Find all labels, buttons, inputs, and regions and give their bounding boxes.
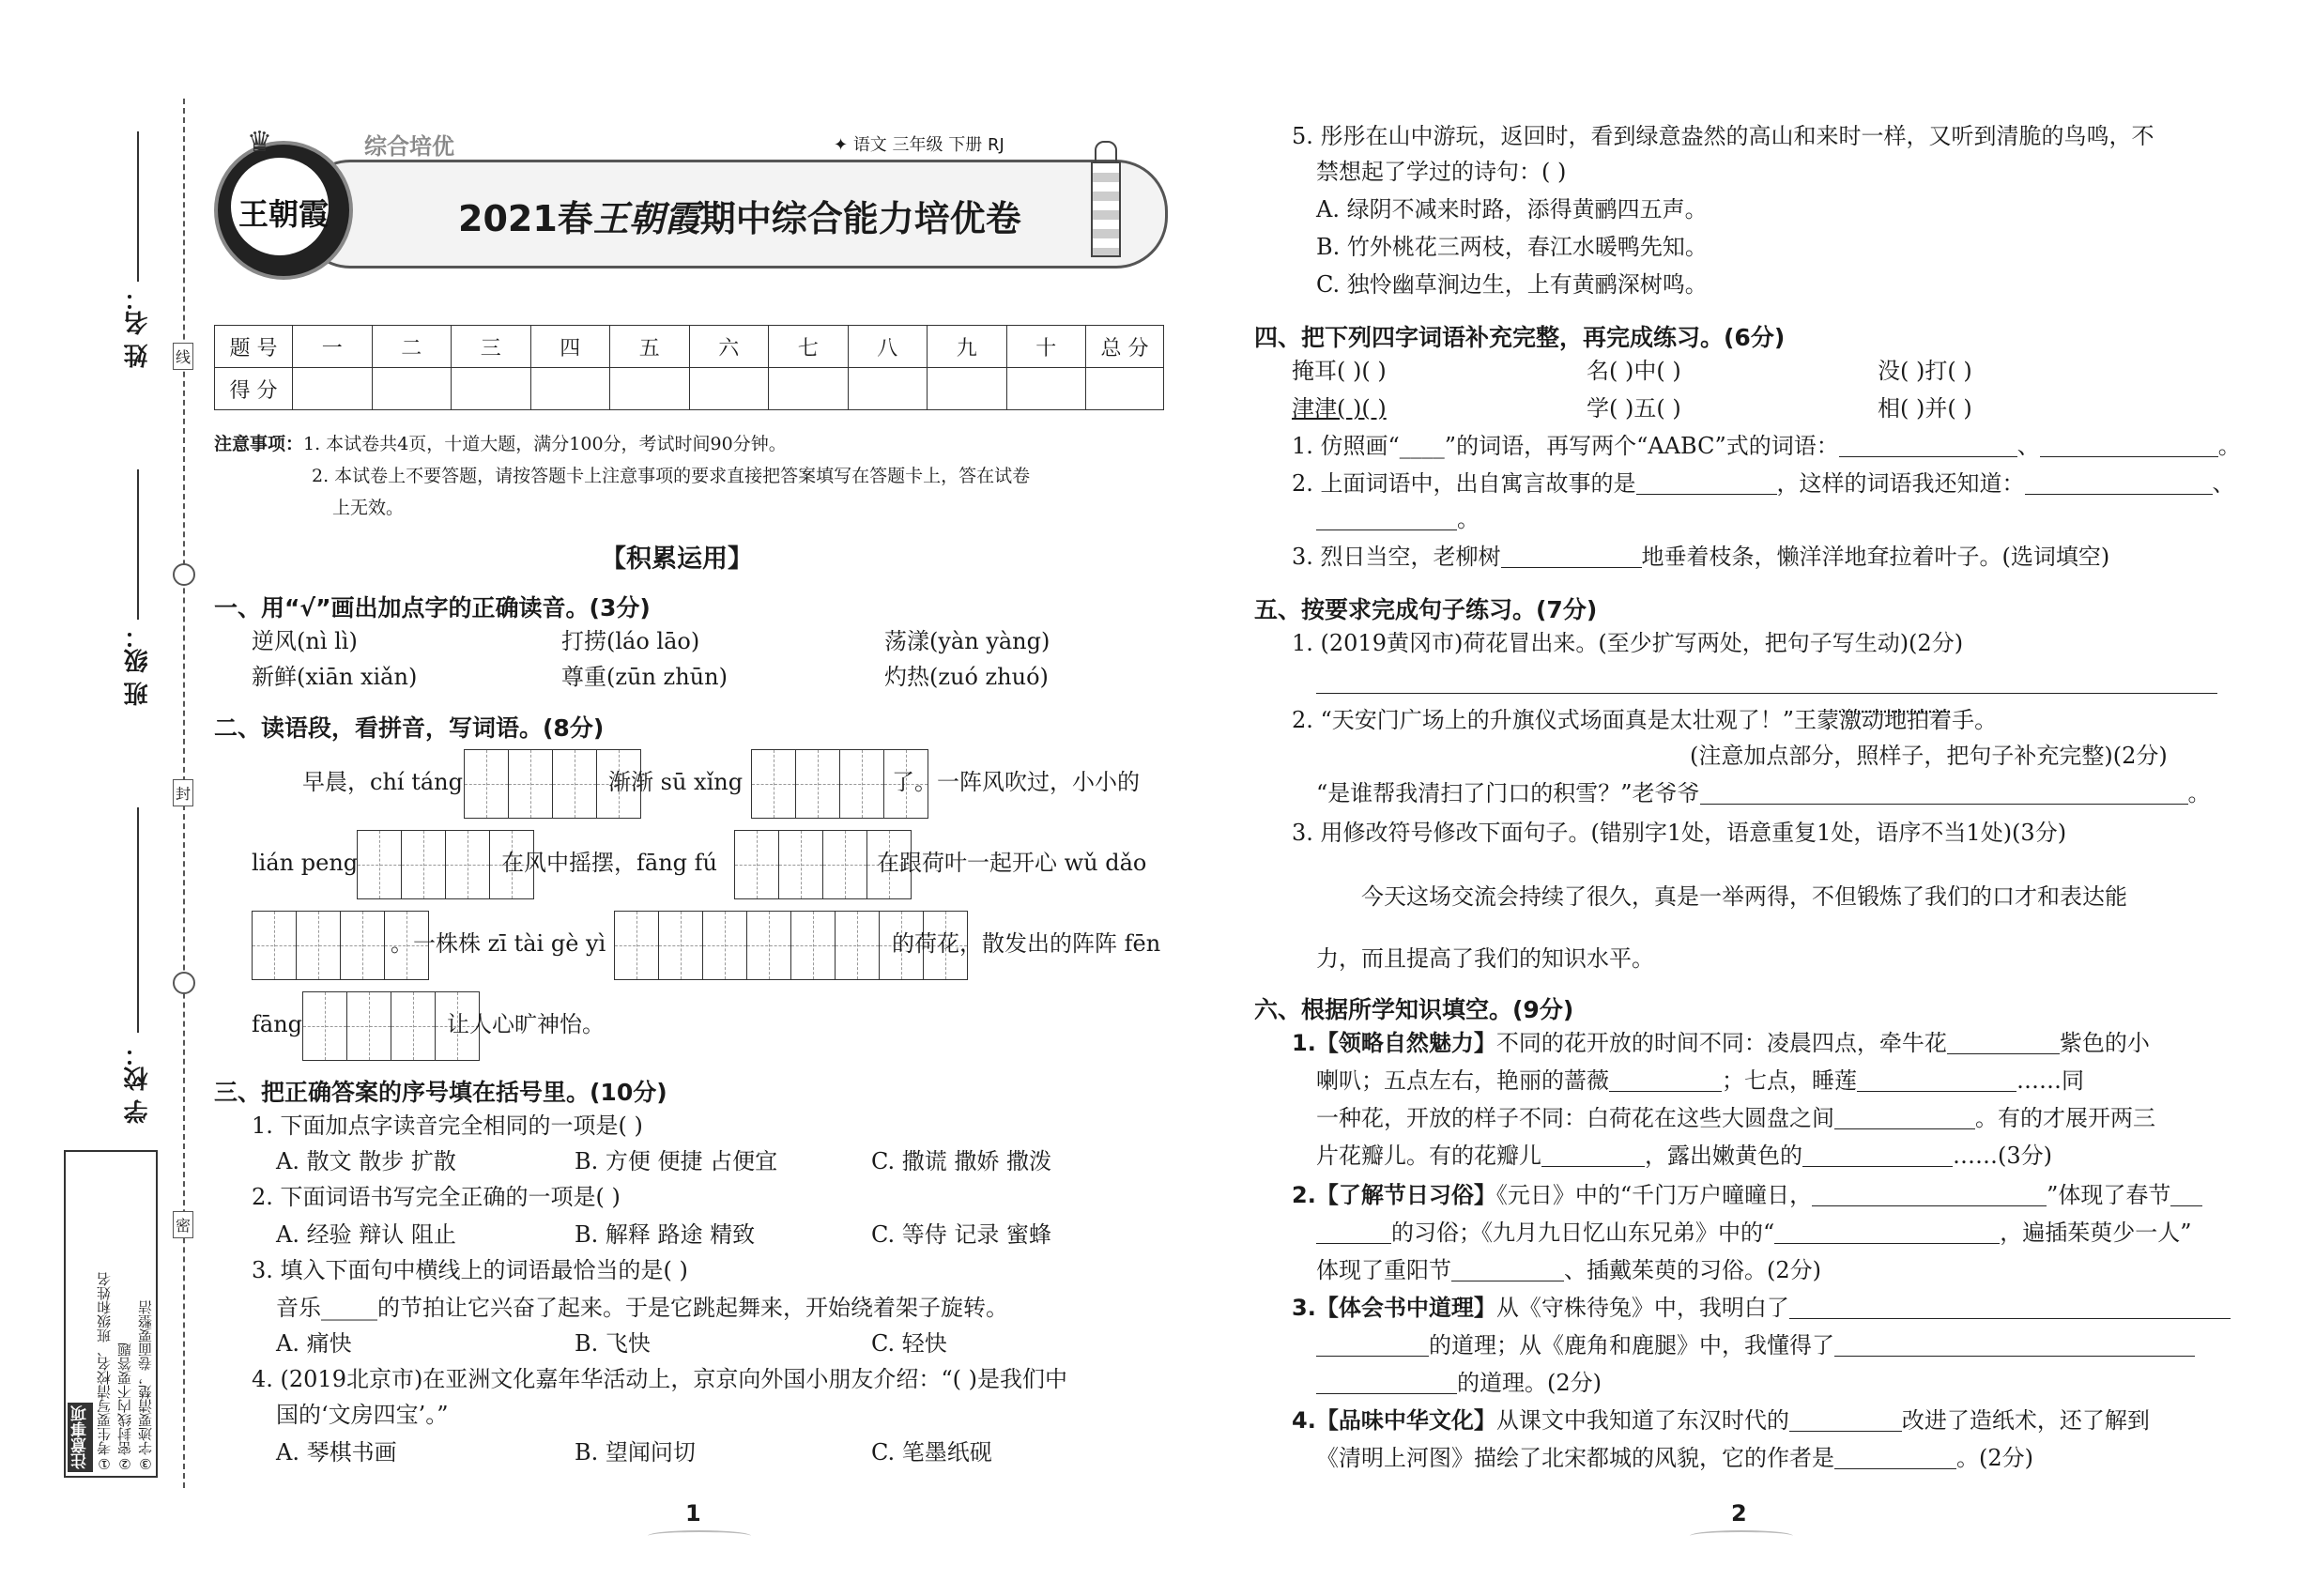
q6-item-3-line1: 3.【体会书中道理】从《守株待兔》中，我明白了	[1292, 1294, 2231, 1322]
header-meta-text: 语文 三年级 下册 RJ	[852, 135, 1004, 155]
score-table-header-row	[215, 326, 1164, 368]
q4-idiom[interactable]: 名( )中( )	[1587, 358, 1681, 384]
title-suffix: 期中综合能力培优卷	[699, 198, 1021, 239]
q2-text: fāng	[252, 1011, 303, 1037]
answer-line[interactable]	[1316, 693, 2217, 694]
answer-blank[interactable]	[1501, 546, 1642, 568]
answer-blank[interactable]	[2025, 473, 2213, 495]
header-banner	[214, 122, 1162, 272]
q5-item-2-hint: (注意加点部分，照样子，把句子补充完整)(2分)	[1690, 743, 2168, 769]
score-cell[interactable]	[610, 368, 690, 410]
q2-text: 的荷花，散发出的阵阵 fēn	[892, 930, 1161, 957]
binding-ring-1	[173, 563, 195, 586]
score-cell[interactable]	[1086, 368, 1164, 410]
q6-title: 六、根据所学知识填空。(9分)	[1254, 996, 1574, 1023]
answer-blank[interactable]	[1812, 1185, 2047, 1206]
q3-stem: 3. 填入下面句中横线上的词语最恰当的是( )	[252, 1257, 688, 1283]
answer-blank[interactable]	[1541, 1145, 1645, 1167]
answer-blank[interactable]	[1839, 436, 2017, 457]
score-header-cell: 九	[928, 326, 1007, 368]
q1-item[interactable]: 打捞(láo lāo)	[561, 628, 700, 654]
q6-item-4-line2: 《清明上河图》描绘了北宋都城的风貌，它的作者是 。(2分)	[1316, 1445, 2033, 1471]
q3-option[interactable]: B. 竹外桃花三两枝，春江水暖鸭先知。	[1316, 234, 1708, 260]
answer-blank[interactable]	[1700, 783, 2188, 805]
q5-paragraph-line1: 今天这场交流会持续了很久，真是一举两得，不但锻炼了我们的口才和表达能	[1361, 883, 2127, 910]
q6-item-3-line2: 的道理；从《鹿角和鹿腿》中，我懂得了	[1316, 1331, 2195, 1359]
answer-blank[interactable]	[1834, 1448, 1956, 1469]
score-header-cell: 七	[769, 326, 849, 368]
answer-blank[interactable]	[2170, 1185, 2202, 1206]
page-ornament-left	[648, 1530, 751, 1542]
q2-text: lián peng	[252, 850, 359, 876]
q3-stem: 禁想起了学过的诗句：( )	[1316, 159, 1567, 185]
q1-item[interactable]: 逆风(nì lì)	[252, 628, 358, 654]
page-ornament-right	[1690, 1530, 1793, 1542]
answer-blank[interactable]	[1857, 1070, 2016, 1092]
q3-stem: 5. 彤彤在山中游玩，返回时，看到绿意盎然的高山和来时一样，又听到清脆的鸟鸣，不	[1292, 123, 2154, 149]
q4-item-2-cont: 。	[1316, 505, 1480, 533]
q5-title: 五、按要求完成句子练习。(7分)	[1254, 596, 1598, 623]
q3-option[interactable]: B. 方便 便捷 占便宜	[575, 1148, 778, 1174]
score-cell[interactable]	[372, 368, 452, 410]
score-header-cell: 十	[1006, 326, 1086, 368]
q5-item-2: 2. “天安门广场上的升旗仪式场面真是太壮观了！”王蒙激动地拍着手。	[1292, 707, 1998, 733]
notes-label: 注意事项：	[214, 434, 304, 454]
q4-idiom[interactable]: 津津( )( )	[1292, 395, 1387, 422]
binding-notice-box	[64, 1150, 158, 1478]
q3-option[interactable]: A. 绿阴不减来时路，添得黄鹂四五声。	[1316, 196, 1708, 223]
q6-item-3-line3: 的道理。(2分)	[1316, 1369, 1602, 1397]
page-title	[458, 190, 1021, 241]
class-label: 班 级：	[124, 624, 152, 707]
binding-notice-title: 注意事项	[68, 1403, 93, 1472]
score-cell[interactable]	[689, 368, 769, 410]
q4-idiom[interactable]: 相( )并( )	[1878, 395, 1972, 422]
binding-strip	[0, 0, 197, 1596]
q3-stem: 2. 下面词语书写完全正确的一项是( )	[252, 1184, 621, 1210]
binding-mark-1: 线	[173, 343, 193, 370]
score-table	[214, 325, 1164, 410]
answer-blank[interactable]	[1636, 473, 1777, 495]
q3-option[interactable]: A. 琴棋书画	[276, 1439, 397, 1466]
score-cell[interactable]	[1006, 368, 1086, 410]
answer-blank[interactable]	[2040, 436, 2218, 457]
school-field[interactable]	[137, 807, 139, 1033]
q3-option[interactable]: C. 轻快	[871, 1330, 947, 1357]
q3-option[interactable]: C. 独怜幽草涧边生，上有黄鹂深树鸣。	[1316, 271, 1708, 298]
score-header-cell: 六	[689, 326, 769, 368]
q3-title: 三、把正确答案的序号填在括号里。(10分)	[214, 1079, 667, 1106]
header-meta	[834, 131, 1004, 156]
q1-item[interactable]: 尊重(zūn zhūn)	[561, 664, 728, 690]
q4-item-1: 1. 仿照画“____”的词语，再写两个“AABC”式的词语： 、 。	[1292, 433, 2241, 459]
q3-option[interactable]: A. 痛快	[276, 1330, 352, 1357]
answer-blank[interactable]	[1316, 509, 1457, 530]
binding-mark-2: 封	[173, 779, 193, 806]
q4-idiom[interactable]: 掩耳( )( )	[1292, 358, 1387, 384]
score-table-score-row	[215, 368, 1164, 410]
score-header-cell: 题 号	[215, 326, 293, 368]
q1-item[interactable]: 灼热(zuó zhuó)	[884, 664, 1049, 690]
q3-stem: 4. (2019北京市)在亚洲文化嘉年华活动上，京京向外国小朋友介绍：“( )是我们中	[252, 1366, 1067, 1392]
page-number-left: 1	[685, 1500, 701, 1527]
logo-text: 王朝霞	[238, 196, 330, 232]
q2-title: 二、读语段，看拼音，写词语。(8分)	[214, 714, 605, 742]
answer-blank[interactable]	[1802, 1145, 1953, 1167]
q3-option[interactable]: B. 望闻问切	[575, 1439, 696, 1466]
logo-crown-icon: ♛	[247, 126, 272, 159]
score-header-cell: 三	[452, 326, 531, 368]
q4-idiom[interactable]: 学( )五( )	[1587, 395, 1681, 422]
binding-mark-3: 密	[173, 1211, 193, 1238]
q4-item-3: 3. 烈日当空，老柳树 地垂着枝条，懒洋洋地耷拉着叶子。(选词填空)	[1292, 544, 2110, 570]
q4-title: 四、把下列四字词语补充完整，再完成练习。(6分)	[1254, 324, 1786, 351]
binding-ring-2	[173, 972, 195, 994]
q5-paragraph-line2: 力，而且提高了我们的知识水平。	[1316, 945, 1654, 972]
q2-text: 让人心旷神怡。	[447, 1011, 605, 1037]
sparkle-icon: ✦	[834, 135, 853, 155]
binding-notice-item-1: ①考生要写清校名、班级和姓名	[96, 1272, 113, 1472]
notes-item-1: 1. 本试卷共4页，十道大题，满分100分，考试时间90分钟。	[303, 434, 787, 454]
dotted-emphasis: 激动地拍着	[1839, 707, 1953, 733]
answer-blank[interactable]	[1947, 1033, 2060, 1054]
q6-item-4-line1: 4.【品味中华文化】从课文中我知道了东汉时代的 改进了造纸术，还了解到	[1292, 1407, 2150, 1434]
score-cell[interactable]	[928, 368, 1007, 410]
q3-option[interactable]: C. 笔墨纸砚	[871, 1439, 992, 1466]
score-row-label: 得 分	[215, 368, 293, 410]
score-cell[interactable]	[769, 368, 849, 410]
q3-option[interactable]: B. 解释 路途 精致	[575, 1221, 756, 1248]
answer-blank[interactable]	[1609, 1070, 1722, 1092]
q2-text: 。一株株 zī tài gè yì	[391, 930, 606, 957]
q3-option[interactable]: C. 撒谎 撒娇 撒泼	[871, 1148, 1052, 1174]
binding-notice-item-3: ③字迹要清楚，卷面要整洁	[137, 1300, 154, 1472]
exam-notes	[214, 428, 1030, 524]
answer-blank[interactable]	[1789, 1297, 2231, 1319]
part-title: 【积累运用】	[601, 545, 753, 574]
answer-blank[interactable]	[1789, 1410, 1902, 1432]
q5-item-2-sentence: “是谁帮我清扫了门口的积雪？”老爷爷 。	[1316, 780, 2211, 806]
q3-stem: 1. 下面加点字读音完全相同的一项是( )	[252, 1113, 643, 1139]
title-brand: 王朝霞	[592, 197, 700, 239]
q4-item-2: 2. 上面词语中，出自寓言故事的是 ，这样的词语我还知道： 、	[1292, 470, 2235, 497]
q1-item[interactable]: 荡漾(yàn yàng)	[884, 628, 1050, 654]
name-field[interactable]	[137, 131, 139, 282]
answer-blank[interactable]	[1316, 1335, 1429, 1357]
title-prefix: 2021春	[458, 198, 593, 239]
answer-blank[interactable]	[1834, 1108, 1975, 1129]
class-field[interactable]	[137, 469, 139, 620]
q6-item-2-line2: 的习俗；《九月九日忆山东兄弟》中的“ ，遍插茱萸少一人”	[1316, 1219, 2192, 1247]
score-cell[interactable]	[530, 368, 610, 410]
brand-tag: 综合培优	[364, 133, 454, 160]
q3-option[interactable]: C. 等侍 记录 蜜蜂	[871, 1221, 1052, 1248]
name-label: 姓 名：	[124, 286, 152, 369]
score-cell[interactable]	[848, 368, 928, 410]
answer-blank[interactable]	[1316, 1222, 1391, 1244]
score-header-cell: 总 分	[1086, 326, 1164, 368]
q3-option[interactable]: A. 经验 辩认 阻止	[276, 1221, 456, 1248]
q2-text: 早晨，chí táng	[302, 769, 463, 795]
score-header-cell: 五	[610, 326, 690, 368]
score-header-cell: 八	[848, 326, 928, 368]
answer-blank[interactable]	[1316, 1373, 1457, 1394]
q3-option[interactable]: A. 散文 散步 扩散	[276, 1148, 456, 1174]
q5-item-3: 3. 用修改符号修改下面句子。(错别字1处，语意重复1处，语序不当1处)(3分)	[1292, 820, 2067, 846]
score-cell[interactable]	[452, 368, 531, 410]
school-label: 学 校：	[124, 1042, 152, 1125]
answer-blank[interactable]	[1451, 1260, 1564, 1281]
notes-item-2a: 2. 本试卷上不要答题，请按答题卡上注意事项的要求直接把答案填写在答题卡上，答在试卷	[312, 466, 1031, 486]
q3-sentence: 音乐_____的节拍让它兴奋了起来。于是它跳起舞来，开始绕着架子旋转。	[276, 1295, 1008, 1321]
q2-text: 在跟荷叶一起开心 wǔ dǎo	[877, 850, 1147, 876]
answer-blank[interactable]	[1774, 1222, 2000, 1244]
page-number-right: 2	[1731, 1500, 1747, 1527]
q6-item-2-line1: 2.【了解节日习俗】《元日》中的“千门万户曈曈日， ”体现了春节	[1292, 1181, 2202, 1209]
binding-notice-item-2: ②密封线内不要答题	[116, 1343, 133, 1472]
q1-title: 一、用“√”画出加点字的正确读音。(3分)	[214, 594, 651, 622]
answer-blank[interactable]	[1834, 1335, 2195, 1357]
score-header-cell: 二	[372, 326, 452, 368]
score-header-cell: 四	[530, 326, 610, 368]
lighthouse-icon	[1087, 141, 1121, 253]
q6-item-1-line1: 1.【领略自然魅力】不同的花开放的时间不同：凌晨四点，牵牛花 紫色的小	[1292, 1030, 2150, 1056]
q6-item-1-line4: 片花瓣儿。有的花瓣儿 ，露出嫩黄色的 ……(3分)	[1316, 1143, 2052, 1169]
q2-text: 了。一阵风吹过，小小的	[892, 769, 1140, 795]
q5-item-1: 1. (2019黄冈市)荷花冒出来。(至少扩写两处，把句子写生动)(2分)	[1292, 630, 1964, 656]
q6-item-1-line3: 一种花，开放的样子不同：白荷花在这些大圆盘之间 。有的才展开两三	[1316, 1105, 2155, 1131]
q2-text: 在风中摇摆，fāng fú	[501, 850, 717, 876]
notes-item-2b: 上无效。	[332, 498, 405, 518]
q2-text: 渐渐 sū xǐng	[608, 769, 744, 795]
q6-item-2-line3: 体现了重阳节 、插戴茱萸的习俗。(2分)	[1316, 1257, 1821, 1283]
q3-stem: 国的‘文房四宝’。”	[276, 1402, 449, 1428]
q4-idiom[interactable]: 没( )打( )	[1878, 358, 1972, 384]
q6-item-1-line2: 喇叭；五点左右，艳丽的蔷薇 ；七点，睡莲 ……同	[1316, 1067, 2084, 1094]
q3-option[interactable]: B. 飞快	[575, 1330, 651, 1357]
q1-item[interactable]: 新鲜(xiān xiǎn)	[252, 664, 418, 690]
score-cell[interactable]	[293, 368, 373, 410]
score-header-cell: 一	[293, 326, 373, 368]
